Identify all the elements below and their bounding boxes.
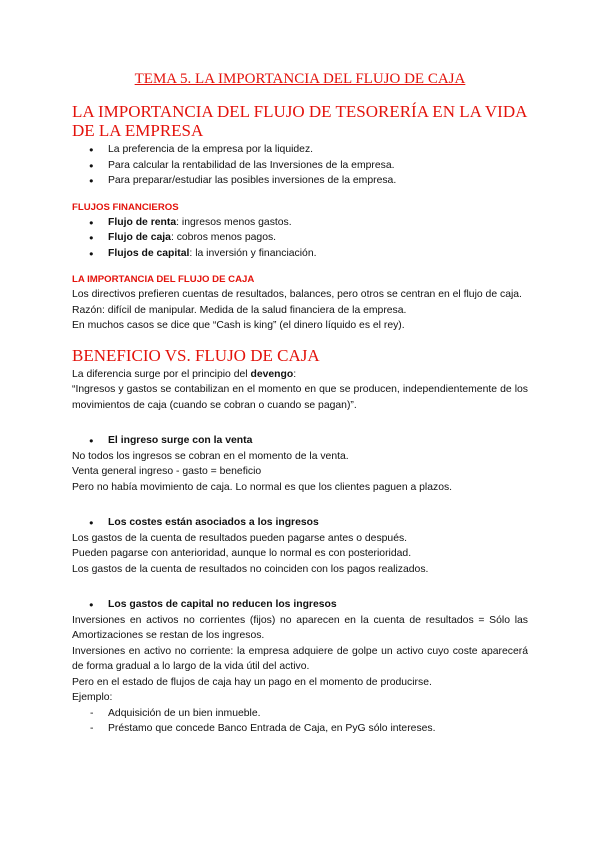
section-heading-beneficio: BENEFICIO VS. FLUJO DE CAJA (72, 345, 320, 365)
list-item (72, 246, 528, 262)
list-item: ● Para calcular la rentabilidad de las Inversiones de la empresa. (72, 158, 528, 174)
page-title: TEMA 5. LA IMPORTANCIA DEL FLUJO DE CAJA (134, 71, 466, 87)
term: Flujo de renta (108, 216, 177, 228)
definition: : cobros menos pagos. (170, 232, 277, 243)
paragraph: Venta general ingreso - gasto = beneficio (72, 466, 262, 477)
paragraph: Inversiones en activo no corriente: la empresa adquiere de golpe un activo cuyo coste aparecerá de forma gradual a lo largo de la vida útil del activo. (72, 645, 528, 672)
example-list (72, 706, 528, 737)
subsection-heading-costes: ● Los costes están asociados a los ingresos (72, 515, 528, 531)
paragraph (72, 367, 528, 383)
paragraph: Pero en el estado de flujos de caja hay un pago en el momento de producirse. (72, 676, 432, 688)
document-content (72, 70, 528, 737)
tesoreria-list (72, 142, 528, 189)
flujos-list (72, 215, 528, 262)
intro-bold: devengo (250, 368, 294, 380)
section-heading-tesoreria: LA IMPORTANCIA DEL FLUJO DE TESORERÍA EN LA VIDA DE LA EMPRESA (72, 102, 527, 140)
definition: : la inversión y financiación. (189, 247, 317, 259)
list-item: ● La preferencia de la empresa por la liquidez. (72, 142, 528, 158)
paragraph: Los gastos de la cuenta de resultados no coinciden con los pagos realizados. (72, 563, 429, 575)
paragraph: Pueden pagarse con anterioridad, aunque lo normal es con posterioridad. (72, 548, 412, 559)
subsection-heading-ingreso: ● El ingreso surge con la venta (72, 433, 528, 449)
paragraph: Los gastos de la cuenta de resultados pueden pagarse antes o después. (72, 532, 408, 544)
quote: “Ingresos y gastos se contabilizan en el momento en que se producen, independientemente de los movimientos de caja (cuando se cobran o cuando se pagan)”. (72, 384, 528, 411)
intro-suffix: : (293, 368, 297, 380)
subheading-importancia: LA IMPORTANCIA DEL FLUJO DE CAJA (72, 274, 255, 285)
paragraph: Razón: difícil de manipular. Medida de la salud financiera de la empresa. (72, 304, 407, 316)
paragraph: Pero no había movimiento de caja. Lo normal es que los clientes paguen a plazos. (72, 481, 453, 493)
paragraph: Inversiones en activos no corrientes (fijos) no aparecen en la cuenta de resultados = Sólo las Amortizaciones se restan de los ingresos. (72, 614, 528, 641)
list-item: ● Para preparar/estudiar las posibles inversiones de la empresa. (72, 173, 528, 189)
subsection-heading-capital: ● Los gastos de capital no reducen los ingresos (72, 597, 528, 613)
paragraph: Los directivos prefieren cuentas de resultados, balances, pero otros se centran en el flujo de caja. (72, 289, 522, 300)
term: Flujos de capital (108, 247, 190, 259)
term: Flujo de caja (108, 232, 171, 243)
intro-prefix: La diferencia surge por el principio del (72, 368, 251, 380)
definition: : ingresos menos gastos. (176, 216, 292, 228)
list-item: - Préstamo que concede Banco Entrada de Caja, en PyG sólo intereses. (72, 721, 528, 737)
paragraph: No todos los ingresos se cobran en el momento de la venta. (72, 450, 349, 462)
list-item (72, 215, 528, 231)
list-item: - Adquisición de un bien inmueble. (72, 706, 528, 722)
paragraph: Ejemplo: (72, 692, 113, 703)
subheading-flujos-financieros: FLUJOS FINANCIEROS (72, 201, 179, 213)
paragraph: En muchos casos se dice que “Cash is king” (el dinero líquido es el rey). (72, 320, 405, 331)
list-item (72, 230, 528, 246)
